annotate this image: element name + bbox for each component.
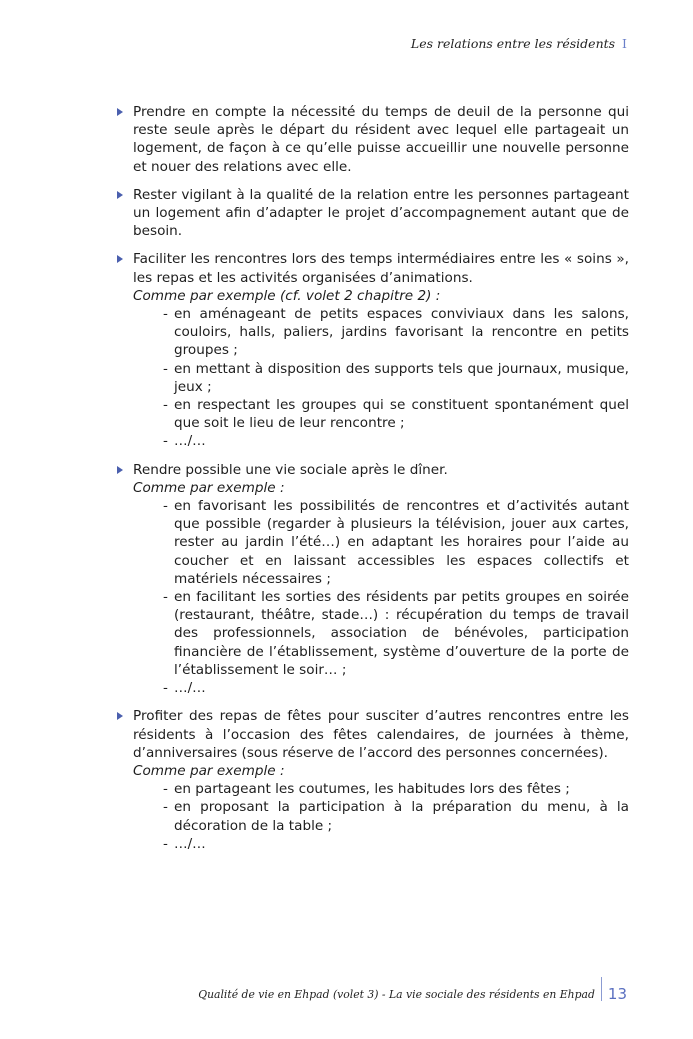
example-label: Comme par exemple (cf. volet 2 chapitre 2) : [133, 287, 441, 304]
dash-bullet: - [163, 360, 168, 377]
dash-bullet: - [163, 397, 168, 414]
sublist-item-text: …/… [174, 433, 206, 450]
sublist-item [163, 679, 629, 697]
footer-divider [601, 977, 602, 1001]
main-content [116, 103, 629, 863]
sublist-item-text: en partageant les coutumes, les habitudes lors des fêtes ; [174, 781, 570, 798]
example-sublist [133, 780, 629, 853]
dash-bullet: - [163, 498, 168, 515]
sublist-item [163, 835, 629, 853]
running-header [411, 36, 627, 51]
sublist-item [163, 588, 629, 679]
example-sublist [133, 497, 629, 697]
item-text: Rester vigilant à la qualité de la relation entre les personnes partageant un logement afin d’adapter le projet d’accompagnement autant que de besoin. [133, 186, 629, 240]
dash-bullet: - [163, 680, 168, 697]
triangle-bullet-icon [117, 466, 123, 474]
triangle-bullet-icon [117, 191, 123, 199]
item-text: Profiter des repas de fêtes pour susciter d’autres rencontres entre les résidents à l’occasion des fêtes calendaires, de journées à thème, d’anniversaires (sous réserve de l’accord des personnes concernées). [133, 708, 629, 761]
item-text: Faciliter les rencontres lors des temps intermédiaires entre les « soins », les repas et les activités organisées d’animations. [133, 251, 629, 286]
page-number: 13 [607, 985, 627, 1003]
list-item [116, 186, 629, 241]
list-item [116, 103, 629, 176]
example-label: Comme par exemple : [133, 762, 285, 779]
footer-text: Qualité de vie en Ehpad (volet 3) - La vie sociale des résidents en Ehpad [198, 987, 595, 1001]
dash-bullet: - [163, 589, 168, 606]
list-item [116, 707, 629, 853]
sublist-item [163, 360, 629, 396]
dash-bullet: - [163, 799, 168, 816]
sublist-item-text: en respectant les groupes qui se constituent spontanément quel que soit le lieu de leur rencontre ; [174, 397, 629, 432]
sublist-item [163, 305, 629, 360]
dash-bullet: - [163, 835, 168, 852]
sublist-item [163, 798, 629, 834]
dash-bullet: - [163, 781, 168, 798]
sublist-item [163, 396, 629, 432]
item-text: Rendre possible une vie sociale après le dîner. [133, 461, 448, 478]
example-label: Comme par exemple : [133, 479, 285, 496]
sublist-item-text: en favorisant les possibilités de rencontres et d’activités autant que possible (regarder à plusieurs la télévision, jouer aux cartes, rester au jardin l’été…) en adaptant les horaires pour l’aide au coucher et en laissant accessibles les espaces collectifs et matériels nécessaires ; [174, 498, 629, 587]
sublist-item-text: en proposant la participation à la préparation du menu, à la décoration de la table ; [174, 799, 629, 834]
item-text: Prendre en compte la nécessité du temps de deuil de la personne qui reste seule après le départ du résident avec lequel elle partageait un logement, de façon à ce qu’elle puisse accueillir une nouvelle personne et nouer des relations avec elle. [133, 104, 629, 175]
header-title: Les relations entre les résidents [410, 36, 616, 51]
sublist-item-text: …/… [174, 680, 206, 697]
sublist-item-text: en mettant à disposition des supports tels que journaux, musique, jeux ; [174, 360, 629, 395]
triangle-bullet-icon [117, 712, 123, 720]
sublist-item-text: en aménageant de petits espaces conviviaux dans les salons, couloirs, halls, paliers, jardins favorisant la rencontre en petits groupes ; [174, 306, 629, 359]
list-item [116, 250, 629, 450]
list-item [116, 461, 629, 698]
example-sublist [133, 305, 629, 451]
running-footer [198, 982, 627, 1006]
dash-bullet: - [163, 306, 168, 323]
triangle-bullet-icon [117, 255, 123, 263]
triangle-bullet-icon [117, 108, 123, 116]
sublist-item [163, 497, 629, 588]
sublist-item-text: …/… [174, 835, 206, 852]
sublist-item [163, 780, 629, 798]
sublist-item-text: en facilitant les sorties des résidents par petits groupes en soirée (restaurant, théâtre, stade…) : récupération du temps de travail des professionnels, association de bénévoles, participation financière de l’établissement, système d’ouverture de la porte de l’établissement le soir… ; [174, 589, 629, 678]
header-bar: I [622, 36, 627, 51]
sublist-item [163, 432, 629, 450]
dash-bullet: - [163, 433, 168, 450]
